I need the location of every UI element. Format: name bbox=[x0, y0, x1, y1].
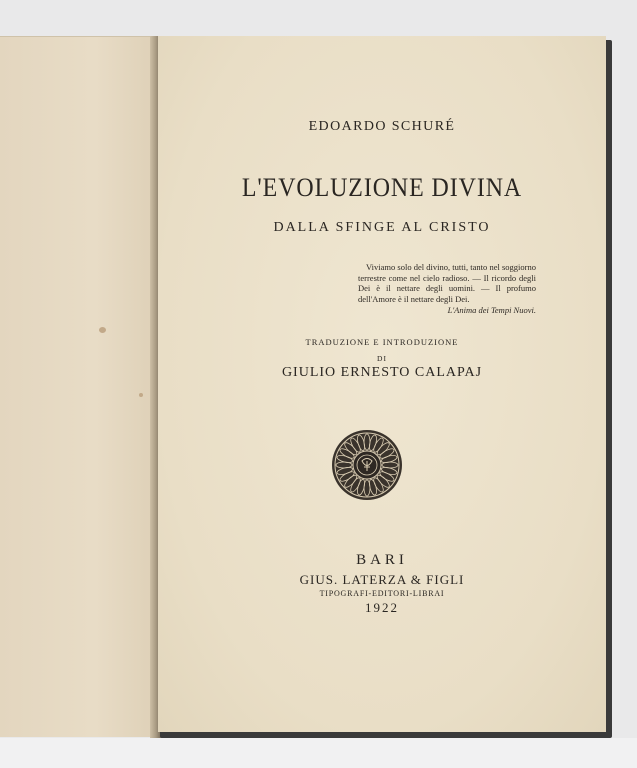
publisher-name: GIUS. LATERZA & FIGLI bbox=[299, 572, 465, 587]
foxing-spot bbox=[99, 327, 106, 333]
epigraph-text: Viviamo solo del divino, tutti, tanto nel soggiorno terrestre come nel cielo radioso. — Il ricordo degli Dei è il nettare degli uomini. — Il profumo dell'Amore è il nettare degli Dei. bbox=[358, 262, 536, 304]
book-title: L'EVOLUZIONE DIVINA bbox=[241, 173, 523, 202]
publication-city: BARI bbox=[356, 552, 408, 568]
epigraph-source: L'Anima dei Tempi Nuovi. bbox=[447, 305, 536, 315]
by-line: DI bbox=[377, 354, 387, 363]
author-name: EDOARDO SCHURÉ bbox=[308, 119, 456, 134]
background-bottom bbox=[0, 738, 637, 768]
publisher-imprint: TIPOGRAFI-EDITORI-LIBRAI bbox=[319, 589, 445, 598]
title-page bbox=[158, 36, 606, 732]
publication-year: 1922 bbox=[365, 600, 399, 615]
foxing-spot bbox=[139, 393, 143, 397]
front-cover bbox=[0, 36, 158, 737]
translator-name: GIULIO ERNESTO CALAPAJ bbox=[281, 365, 483, 380]
publisher-emblem-icon bbox=[331, 429, 403, 501]
translation-line: TRADUZIONE E INTRODUZIONE bbox=[305, 337, 459, 347]
book-subtitle: DALLA SFINGE AL CRISTO bbox=[273, 220, 491, 235]
